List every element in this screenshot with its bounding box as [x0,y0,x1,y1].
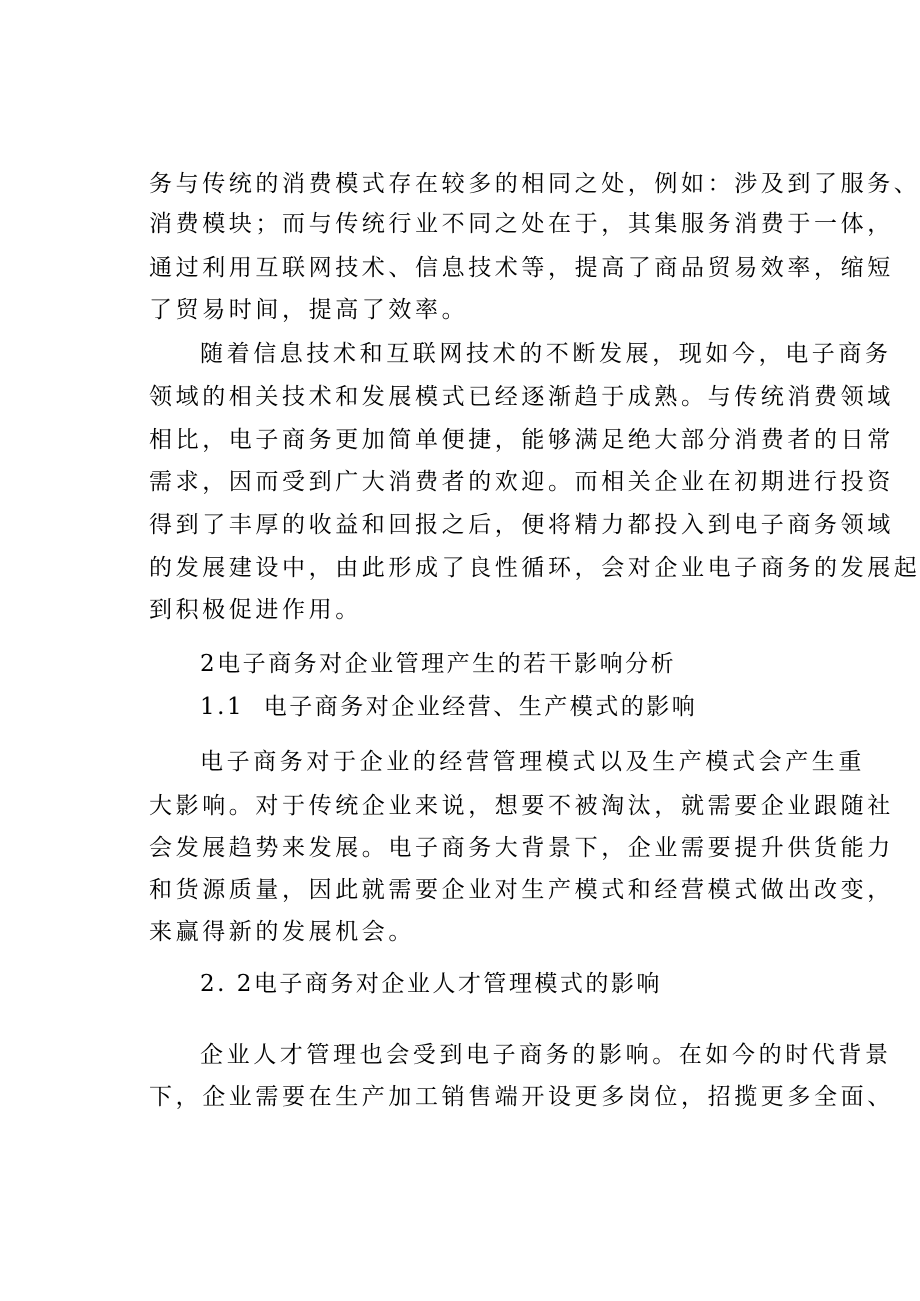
text-line: 下，企业需要在生产加工销售端开设更多岗位，招揽更多全面、 [149,1084,894,1110]
text-line: 领域的相关技术和发展模式已经逐渐趋于成熟。与传统消费领域 [149,384,894,410]
text-line: 电子商务对于企业的经营管理模式以及生产模式会产生重 [200,749,865,775]
subsection-heading: 2. 2电子商务对企业人才管理模式的影响 [200,971,662,997]
text-line: 的发展建设中，由此形成了良性循环，会对企业电子商务的发展起 [149,555,920,581]
text-line: 随着信息技术和互联网技术的不断发展，现如今，电子商务 [200,341,892,367]
text-line: 务与传统的消费模式存在较多的相同之处，例如：涉及到了服务、 [149,171,920,197]
text-line: 需求，因而受到广大消费者的欢迎。而相关企业在初期进行投资 [149,469,894,495]
text-line: 大影响。对于传统企业来说，想要不被淘汰，就需要企业跟随社 [149,793,894,819]
subsection-heading: 1.1 电子商务对企业经营、生产模式的影响 [200,694,698,720]
text-line: 企业人才管理也会受到电子商务的影响。在如今的时代背景 [200,1042,892,1068]
text-line: 和货源质量，因此就需要企业对生产模式和经营模式做出改变， [149,877,894,903]
text-line: 来赢得新的发展机会。 [149,919,415,945]
text-line: 通过利用互联网技术、信息技术等，提高了商品贸易效率，缩短 [149,255,894,281]
text-line: 得到了丰厚的收益和回报之后，便将精力都投入到电子商务领域 [149,512,894,538]
text-line: 会发展趋势来发展。电子商务大背景下，企业需要提升供货能力 [149,835,894,861]
text-line: 相比，电子商务更加简单便捷，能够满足绝大部分消费者的日常 [149,427,894,453]
text-line: 了贸易时间，提高了效率。 [149,297,469,323]
section-heading: 2电子商务对企业管理产生的若干影响分析 [200,651,677,677]
text-line: 到积极促进作用。 [149,597,362,623]
text-line: 消费模块；而与传统行业不同之处在于，其集服务消费于一体， [149,211,894,237]
